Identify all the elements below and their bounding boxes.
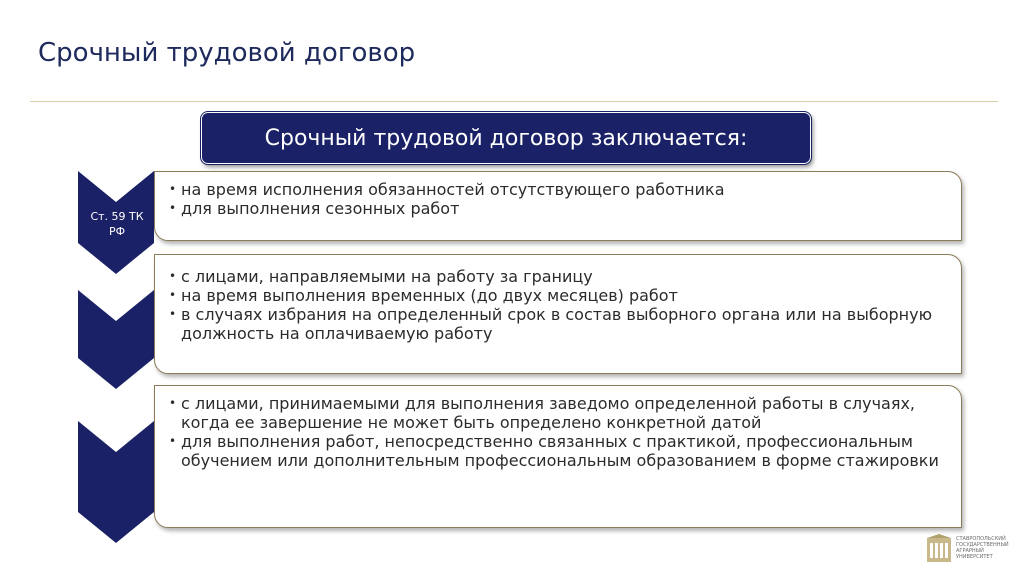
group-list-1 [169, 180, 947, 218]
list-item [169, 305, 947, 343]
bullet-icon: • [169, 269, 177, 283]
chevron-label-line-2: РФ [108, 225, 126, 238]
chevron-2 [78, 290, 154, 389]
group-list-2 [169, 267, 947, 343]
bullet-icon: • [169, 307, 177, 321]
group-box-2 [154, 254, 962, 374]
bullet-icon: • [169, 396, 177, 410]
list-item-text: в случаях избрания на определенный срок в состав выборного органа или на выборную должность на оплачиваемую работу [181, 305, 933, 343]
list-item [169, 267, 947, 286]
bullet-icon: • [169, 288, 177, 302]
bullet-icon: • [169, 434, 177, 448]
list-item-text: с лицами, направляемыми на работу за границу [181, 267, 593, 286]
university-building-icon [926, 534, 952, 564]
bullet-icon: • [169, 201, 177, 215]
list-item-text: с лицами, принимаемыми для выполнения заведомо определенной работы в случаях, когда ее завершение не может быть определено конкретной датой [181, 394, 916, 432]
group-box-1 [154, 171, 962, 241]
header-banner-text: Срочный трудовой договор заключается: [264, 125, 748, 151]
chevron-label-line-1: Ст. 59 ТК [90, 210, 144, 223]
list-item [169, 394, 947, 432]
chevron-3 [78, 421, 154, 543]
group-list-3 [169, 394, 947, 470]
list-item [169, 199, 947, 218]
list-item-text: на время исполнения обязанностей отсутствующего работника [181, 180, 725, 199]
list-item-text: на время выполнения временных (до двух месяцев) работ [181, 286, 678, 305]
group-box-3 [154, 385, 962, 528]
chevron-label [78, 209, 156, 239]
bullet-icon: • [169, 182, 177, 196]
list-item [169, 286, 947, 305]
university-name: СТАВРОПОЛЬСКИЙ ГОСУДАРСТВЕННЫЙ АГРАРНЫЙ УНИВЕРСИТЕТ [956, 536, 1009, 560]
university-logo [926, 534, 1016, 568]
slide-title: Срочный трудовой договор [38, 38, 416, 68]
list-item [169, 180, 947, 199]
list-item-text: для выполнения работ, непосредственно связанных с практикой, профессиональным обучением или дополнительным профессиональным образованием в форме стажировки [181, 432, 939, 470]
list-item [169, 432, 947, 470]
list-item-text: для выполнения сезонных работ [181, 199, 460, 218]
